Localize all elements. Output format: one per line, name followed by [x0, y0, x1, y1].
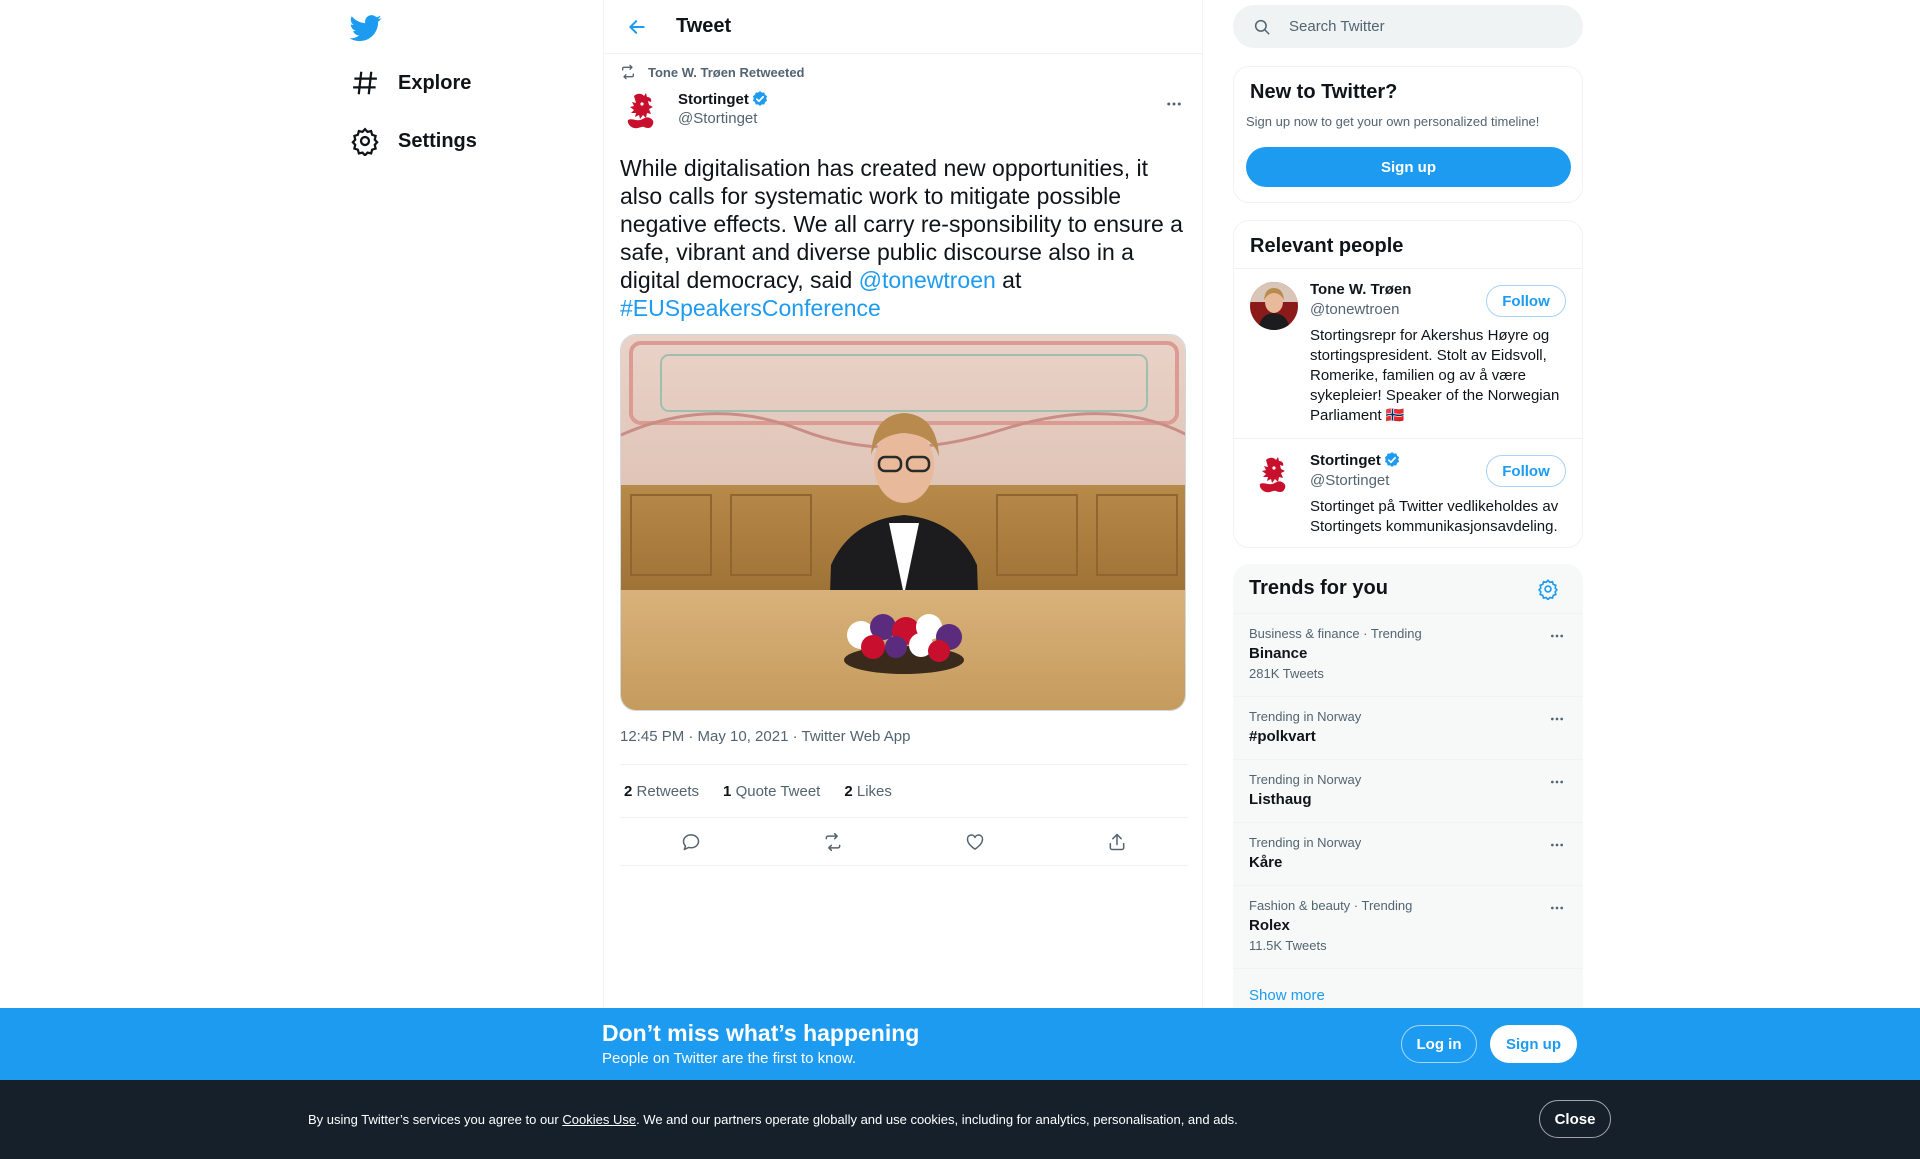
signup-banner: [0, 1008, 1920, 1080]
person-name-text: Stortinget: [1310, 451, 1381, 469]
trends-card: [1233, 564, 1583, 1024]
verified-badge-icon: [1383, 451, 1401, 469]
follow-button[interactable]: Follow: [1486, 285, 1566, 317]
trend-item[interactable]: [1233, 614, 1583, 697]
signup-button[interactable]: Sign up: [1490, 1025, 1577, 1063]
cookie-text-before: By using Twitter’s services you agree to our: [308, 1112, 563, 1127]
tweet-photo[interactable]: [620, 334, 1186, 711]
tweet-stats: [620, 764, 1188, 818]
retweet-icon: [620, 64, 636, 80]
cookie-bar: [0, 1080, 1920, 1159]
quotes-label: Quote Tweet: [735, 782, 821, 800]
relevant-people-title: Relevant people: [1234, 221, 1582, 269]
show-more-link[interactable]: Show more: [1249, 987, 1325, 1004]
cookies-use-link[interactable]: Cookies Use: [562, 1112, 637, 1127]
cookie-text-after: . We and our partners operate globally and use cookies, including for analytics, personalisation, and ads.: [636, 1112, 1238, 1127]
relevant-people-card: [1233, 220, 1583, 548]
author-avatar[interactable]: [620, 90, 664, 134]
heart-icon: [965, 832, 985, 852]
trend-category: Trending in Norway: [1249, 835, 1362, 850]
search-box[interactable]: [1233, 5, 1583, 48]
main-header: [604, 0, 1202, 54]
tweet-more-button[interactable]: [1162, 92, 1186, 116]
retweets-count: 2: [624, 782, 633, 800]
trend-name: Rolex: [1249, 917, 1290, 934]
tweet-author[interactable]: [620, 90, 769, 134]
retweets-label: Retweets: [636, 782, 700, 800]
person-item[interactable]: [1234, 439, 1582, 547]
trend-item[interactable]: [1233, 886, 1583, 969]
tweet-connector: at: [995, 267, 1022, 293]
nav-settings-label: Settings: [398, 129, 477, 152]
reply-icon: [681, 832, 701, 852]
nav-explore-label: Explore: [398, 71, 472, 94]
person-handle[interactable]: @tonewtroen: [1310, 301, 1400, 318]
norwegian-lion-logo-icon: [1254, 454, 1294, 498]
avatar[interactable]: [1250, 452, 1298, 500]
trend-category: Business & finance · Trending: [1249, 626, 1422, 641]
author-handle[interactable]: @Stortinget: [678, 110, 758, 127]
likes-stat[interactable]: [844, 783, 892, 800]
twitter-bird-icon[interactable]: [350, 12, 382, 44]
retweets-stat[interactable]: [624, 783, 699, 800]
gear-icon: [350, 126, 380, 156]
trend-name: Listhaug: [1249, 791, 1312, 808]
nav-settings[interactable]: [350, 121, 477, 161]
nav-explore[interactable]: [350, 63, 471, 103]
main-column: [603, 0, 1203, 1159]
likes-label: Likes: [856, 782, 892, 800]
cookie-text: [308, 1112, 1238, 1127]
trend-category: Fashion & beauty · Trending: [1249, 898, 1413, 913]
tweet-text: [620, 154, 1190, 322]
avatar[interactable]: [1250, 282, 1298, 330]
banner-subtitle: People on Twitter are the first to know.: [602, 1050, 857, 1067]
more-horizontal-icon[interactable]: [1547, 835, 1567, 855]
author-name[interactable]: [678, 90, 769, 108]
arrow-left-icon: [627, 17, 647, 37]
banner-title: Don’t miss what’s happening: [602, 1020, 920, 1046]
trend-item[interactable]: [1233, 760, 1583, 823]
search-input[interactable]: [1289, 18, 1549, 35]
follow-button[interactable]: Follow: [1486, 455, 1566, 487]
share-icon: [1107, 832, 1127, 852]
sidebar-signup-button[interactable]: Sign up: [1246, 147, 1571, 187]
login-button[interactable]: Log in: [1401, 1025, 1477, 1063]
more-horizontal-icon[interactable]: [1547, 772, 1567, 792]
trend-name: Binance: [1249, 645, 1308, 662]
more-horizontal-icon[interactable]: [1547, 709, 1567, 729]
share-button[interactable]: [1100, 825, 1134, 859]
trend-count: 281K Tweets: [1249, 666, 1324, 681]
hashtag-icon: [350, 68, 380, 98]
trend-name: Kåre: [1249, 854, 1283, 871]
person-bio: Stortingsrepr for Akershus Høyre og stortingspresident. Stolt av Eidsvoll, Romerike, familien og av å være sykepleier! Speaker of the Norwegian Parliament 🇳🇴: [1310, 327, 1560, 424]
like-button[interactable]: [958, 825, 992, 859]
new-to-twitter-subtitle: Sign up now to get your own personalized timeline!: [1246, 114, 1540, 129]
tweet-timestamp[interactable]: 12:45 PM · May 10, 2021 · Twitter Web App: [620, 728, 911, 745]
retweet-context[interactable]: [620, 64, 805, 80]
trend-category: Trending in Norway: [1249, 772, 1362, 787]
likes-count: 2: [844, 782, 853, 800]
trend-count: 11.5K Tweets: [1249, 938, 1327, 953]
person-name[interactable]: Tone W. Trøen: [1310, 281, 1412, 298]
retweet-icon: [822, 832, 844, 852]
trend-item[interactable]: [1233, 823, 1583, 886]
page-title: Tweet: [676, 15, 732, 37]
new-to-twitter-card: [1233, 66, 1583, 203]
mention-link[interactable]: @tonewtroen: [858, 267, 996, 293]
person-item[interactable]: [1234, 269, 1582, 439]
person-bio: Stortinget på Twitter vedlikeholdes av Stortingets kommunikasjonsavdeling.: [1310, 498, 1559, 535]
quotes-stat[interactable]: [723, 783, 820, 800]
new-to-twitter-title: New to Twitter?: [1250, 81, 1398, 103]
trend-category: Trending in Norway: [1249, 709, 1362, 724]
more-horizontal-icon[interactable]: [1547, 626, 1567, 646]
author-name-text: Stortinget: [678, 90, 749, 108]
trend-name: #polkvart: [1249, 728, 1316, 745]
norwegian-lion-logo-icon: [622, 90, 662, 134]
search-icon: [1253, 18, 1271, 36]
tweet-body: While digitalisation has created new opportunities, it also calls for systematic work to mitigate possible negative effects. We all carry re-sponsibility to ensure a safe, vibrant and diverse public discourse also in a digital democracy, said: [620, 155, 1183, 293]
verified-badge-icon: [751, 90, 769, 108]
retweet-button[interactable]: [816, 825, 850, 859]
retweet-context-label: Tone W. Trøen Retweeted: [648, 64, 805, 80]
person-handle[interactable]: @Stortinget: [1310, 472, 1390, 489]
trends-title: Trends for you: [1233, 564, 1583, 614]
back-button[interactable]: [620, 10, 654, 44]
gear-icon[interactable]: [1537, 578, 1559, 600]
more-horizontal-icon[interactable]: [1547, 898, 1567, 918]
reply-button[interactable]: [674, 825, 708, 859]
hashtag-link[interactable]: #EUSpeakersConference: [620, 295, 881, 321]
tweet-actions: [620, 818, 1188, 866]
quotes-count: 1: [723, 782, 732, 800]
trend-item[interactable]: [1233, 697, 1583, 760]
close-button[interactable]: Close: [1539, 1100, 1611, 1138]
more-horizontal-icon: [1165, 95, 1183, 113]
